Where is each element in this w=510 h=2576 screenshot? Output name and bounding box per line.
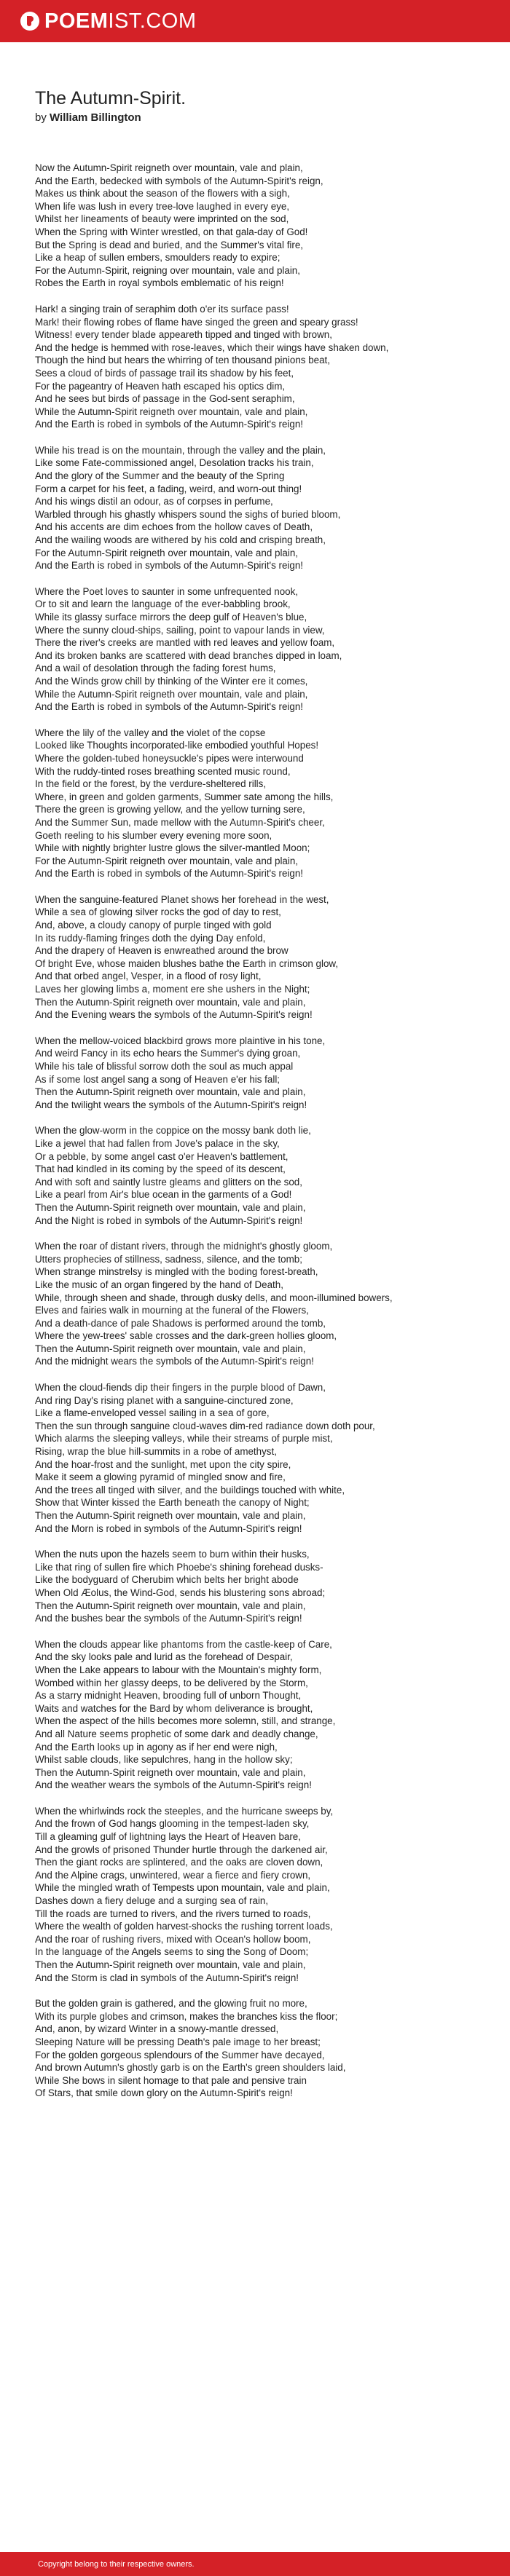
byline-prefix: by: [35, 111, 47, 124]
poem-line: Then the Autumn-Spirit reigneth over mountain, vale and plain,: [35, 1343, 306, 1354]
poem-line: Waits and watches for the Bard by whom deliverance is brought,: [35, 1702, 313, 1714]
poem-line: Then the Autumn-Spirit reigneth over mountain, vale and plain,: [35, 1510, 306, 1521]
poem-line: Or a pebble, by some angel cast o'er Heaven's battlement,: [35, 1150, 289, 1162]
poem-line: And the frown of God hangs glooming in the tempest-laden sky,: [35, 1818, 310, 1830]
poem-line: As a starry midnight Heaven, brooding full of unborn Thought,: [35, 1690, 302, 1702]
poem-line: In the field or the forest, by the verdure-sheltered rills,: [35, 778, 267, 790]
poem-line: And the hedge is hemmed with rose-leaves, which their wings have shaken down,: [35, 341, 389, 353]
poem-line: Where the sunny cloud-ships, sailing, point to vapour lands in view,: [35, 624, 325, 636]
poem-line: And the hoar-frost and the sunlight, met upon the city spire,: [35, 1458, 291, 1470]
poem-line: And the trees all tinged with silver, and the buildings touched with white,: [35, 1484, 345, 1496]
poem-line: Looked like Thoughts incorporated-like embodied youthful Hopes!: [35, 740, 319, 751]
poem-title: The Autumn-Spirit.: [35, 88, 187, 108]
poem-line: While with nightly brighter lustre glows the silver-mantled Moon;: [35, 842, 310, 854]
site-footer: [0, 2552, 510, 2576]
poem-line: While his tale of blissful sorrow doth the soul as much appal: [35, 1061, 294, 1072]
poem-line: And the midnight wears the symbols of the Autumn-Spirit's reign!: [35, 1356, 314, 1367]
poem-body: [35, 162, 475, 2100]
poem-line: Utters prophecies of stillness, sadness, silence, and the tomb;: [35, 1253, 302, 1265]
poem-line: Then the Autumn-Spirit reigneth over mountain, vale and plain,: [35, 1086, 306, 1098]
poem-line: When the nuts upon the hazels seem to burn within their husks,: [35, 1549, 310, 1560]
stanza: [35, 444, 475, 572]
poem-line: Then the Autumn-Spirit reigneth over mountain, vale and plain,: [35, 1766, 306, 1778]
stanza: [35, 1381, 475, 1535]
poem-line: And he sees but birds of passage in the God-sent seraphim,: [35, 393, 295, 405]
poem-line: When the sanguine-featured Planet shows her forehead in the west,: [35, 893, 329, 905]
poem-line: And the Alpine crags, unwintered, wear a fierce and fiery crown,: [35, 1869, 311, 1881]
poem-content: [0, 42, 510, 2100]
stanza: [35, 893, 475, 1022]
logo-text-bold: POEM: [44, 9, 109, 33]
poem-line: For the pageantry of Heaven hath escaped his optics dim,: [35, 380, 286, 392]
site-header: [0, 0, 510, 42]
poem-line: Form a carpet for his feet, a fading, weird, and worn-out thing!: [35, 483, 302, 494]
poem-line: For the Autumn-Spirit reigneth over mountain, vale and plain,: [35, 547, 299, 558]
poem-byline: [35, 111, 475, 125]
stanza: [35, 1548, 475, 1625]
poem-line: That had kindled in its coming by the speed of its descent,: [35, 1163, 286, 1175]
poem-line: With its purple globes and crimson, makes the branches kiss the floor;: [35, 2010, 338, 2022]
stanza: [35, 585, 475, 714]
poem-line: And, anon, by wizard Winter in a snowy-mantle dressed,: [35, 2023, 279, 2035]
poem-line: Where the wealth of golden harvest-shocks the rushing torrent loads,: [35, 1921, 333, 1932]
poem-line: When the glow-worm in the coppice on the mossy bank doth lie,: [35, 1125, 311, 1137]
poem-line: When the aspect of the hills becomes more solemn, still, and strange,: [35, 1715, 336, 1727]
poem-line: Which alarms the sleeping valleys, while their streams of purple mist,: [35, 1433, 333, 1445]
poem-line: Though the hind but hears the whirring of ten thousand pinions beat,: [35, 355, 330, 366]
poem-line: And brown Autumn's ghostly garb is on the Earth's green shoulders laid,: [35, 2062, 346, 2074]
poem-line: Witness! every tender blade appeareth tipped and tinged with brown,: [35, 329, 332, 341]
poem-line: There the river's creeks are mantled with red leaves and yellow foam,: [35, 637, 335, 649]
poem-line: Now the Autumn-Spirit reigneth over mountain, vale and plain,: [35, 162, 303, 173]
poem-line: And the Winds grow chill by thinking of the Winter ere it comes,: [35, 675, 308, 687]
poem-line: When the clouds appear like phantoms from the castle-keep of Care,: [35, 1638, 332, 1650]
poem-line: And the Morn is robed in symbols of the Autumn-Spirit's reign!: [35, 1522, 302, 1534]
poem-line: Then the Autumn-Spirit reigneth over mountain, vale and plain,: [35, 996, 306, 1008]
poem-line: Elves and fairies walk in mourning at the funeral of the Flowers,: [35, 1305, 309, 1316]
poem-line: In its ruddy-flaming fringes doth the dying Day enfold,: [35, 932, 266, 944]
poem-line: Of Stars, that smile down glory on the Autumn-Spirit's reign!: [35, 2087, 293, 2099]
poem-line: And the Earth is robed in symbols of the Autumn-Spirit's reign!: [35, 701, 304, 713]
poem-line: When the mellow-voiced blackbird grows more plaintive in his tone,: [35, 1035, 326, 1046]
poem-line: And all Nature seems prophetic of some dark and deadly change,: [35, 1728, 318, 1739]
poem-line: Then the giant rocks are splintered, and the oaks are cloven down,: [35, 1857, 323, 1868]
poem-line: While, through sheen and shade, through dusky dells, and moon-illumined bowers,: [35, 1292, 393, 1303]
poem-line: While the Autumn-Spirit reigneth over mountain, vale and plain,: [35, 688, 308, 700]
poem-line: Dashes down a fiery deluge and a surging sea of rain,: [35, 1895, 269, 1907]
poem-line: Hark! a singing train of seraphim doth o'er its surface pass!: [35, 303, 289, 315]
poem-line: And the wailing woods are withered by his cold and crisping breath,: [35, 534, 326, 546]
stanza: [35, 1805, 475, 1984]
poem-line: Then the Autumn-Spirit reigneth over mountain, vale and plain,: [35, 1959, 306, 1970]
poem-line: Like a flame-enveloped vessel sailing in a sea of gore,: [35, 1407, 270, 1419]
poem-line: Mark! their flowing robes of flame have singed the green and speary grass!: [35, 316, 358, 328]
poem-line: And ring Day's rising planet with a sanguine-cinctured zone,: [35, 1394, 294, 1406]
author-link[interactable]: William Billington: [50, 111, 141, 124]
poem-line: And its broken banks are scattered with dead branches dipped in loam,: [35, 649, 342, 661]
poem-line: Goeth reeling to his slumber every evening more soon,: [35, 829, 272, 841]
poem-line: And his accents are dim echoes from the hollow caves of Death,: [35, 521, 313, 533]
poem-line: And the weather wears the symbols of the Autumn-Spirit's reign!: [35, 1779, 312, 1791]
poem-line: Like that ring of sullen fire which Phoebe's shining forehead dusks-: [35, 1561, 323, 1573]
stanza: [35, 162, 475, 290]
poem-line: When the cloud-fiends dip their fingers in the purple blood of Dawn,: [35, 1382, 326, 1394]
poem-line: Make it seem a glowing pyramid of mingled snow and fire,: [35, 1471, 286, 1483]
poem-line: While the Autumn-Spirit reigneth over mountain, vale and plain,: [35, 406, 308, 417]
poem-line: And that orbed angel, Vesper, in a flood of rosy light,: [35, 971, 262, 982]
poem-line: Till a gleaming gulf of lightning lays the Heart of Heaven bare,: [35, 1831, 301, 1843]
poem-line: And the Earth is robed in symbols of the Autumn-Spirit's reign!: [35, 560, 304, 572]
stanza: [35, 1240, 475, 1368]
poem-line: And the Night is robed in symbols of the Autumn-Spirit's reign!: [35, 1214, 303, 1226]
poemist-logo-icon: [20, 12, 39, 31]
poem-line: Like a heap of sullen embers, smoulders ready to expire;: [35, 252, 280, 264]
poem-line: There the green is growing yellow, and the yellow turning sere,: [35, 804, 305, 815]
poem-line: Till the roads are turned to rivers, and the rivers turned to roads,: [35, 1908, 311, 1919]
poem-line: Laves her glowing limbs a, moment ere she ushers in the Night;: [35, 984, 310, 995]
poem-line: And the sky looks pale and lurid as the forehead of Despair,: [35, 1651, 293, 1663]
poem-line: While his tread is on the mountain, through the valley and the plain,: [35, 444, 326, 456]
poem-line: Makes us think about the season of the flowers with a sigh,: [35, 188, 290, 199]
poem-line: Then the Autumn-Spirit reigneth over mountain, vale and plain,: [35, 1201, 306, 1213]
poem-line: Then the Autumn-Spirit reigneth over mountain, vale and plain,: [35, 1600, 306, 1611]
poem-line: And the roar of rushing rivers, mixed with Ocean's hollow boom,: [35, 1933, 311, 1945]
stanza: [35, 727, 475, 880]
poem-line: While a sea of glowing silver rocks the god of day to rest,: [35, 906, 281, 918]
poem-line: Or to sit and learn the language of the ever-babbling brook,: [35, 598, 291, 610]
poem-line: Where the lily of the valley and the violet of the copse: [35, 727, 266, 738]
poem-line: And the growls of prisoned Thunder hurtle through the darkened air,: [35, 1844, 328, 1855]
poem-line: Where the golden-tubed honeysuckle's pipes were interwound: [35, 752, 304, 764]
poem-line: Whilst her lineaments of beauty were imprinted on the sod,: [35, 213, 289, 225]
poem-line: Sees a cloud of birds of passage trail its shadow by his feet,: [35, 367, 294, 379]
poem-line: When life was lush in every tree-love laughed in every eye,: [35, 200, 290, 212]
poem-line: Like the bodyguard of Cherubim which belts her bright abode: [35, 1574, 299, 1586]
poem-line: Rising, wrap the blue hill-summits in a robe of amethyst,: [35, 1446, 277, 1458]
poem-line: Like some Fate-commissioned angel, Desolation tracks his train,: [35, 457, 314, 469]
poem-line: And with soft and saintly lustre gleams and glitters on the sod,: [35, 1176, 302, 1188]
poem-line: While She bows in silent homage to that pale and pensive train: [35, 2074, 307, 2086]
poem-line: While the mingled wrath of Tempests upon mountain, vale and plain,: [35, 1882, 330, 1894]
poem-line: And the Evening wears the symbols of the Autumn-Spirit's reign!: [35, 1009, 313, 1021]
poem-line: But the Spring is dead and buried, and the Summer's vital fire,: [35, 239, 304, 250]
stanza: [35, 1124, 475, 1227]
poem-line: Like the music of an organ fingered by the hand of Death,: [35, 1279, 283, 1290]
poem-line: And the Storm is clad in symbols of the Autumn-Spirit's reign!: [35, 1972, 299, 1983]
poem-line: When the Lake appears to labour with the Mountain's mighty form,: [35, 1664, 322, 1675]
site-logo[interactable]: [20, 9, 197, 33]
stanza: [35, 1035, 475, 1112]
poem-line: As if some lost angel sang a song of Heaven e'er his fall;: [35, 1073, 280, 1085]
poem-line: And the Earth is robed in symbols of the Autumn-Spirit's reign!: [35, 868, 304, 880]
poem-line: And a death-dance of pale Shadows is performed around the tomb,: [35, 1317, 326, 1329]
poem-line: Where, in green and golden garments, Summer sate among the hills,: [35, 791, 334, 802]
poem-line: Whilst sable clouds, like sepulchres, hang in the hollow sky;: [35, 1754, 293, 1766]
stanza: [35, 303, 475, 431]
poem-line: When the Spring with Winter wrestled, on that gala-day of God!: [35, 226, 308, 237]
stanza: [35, 1997, 475, 2100]
poem-line: But the golden grain is gathered, and the glowing fruit no more,: [35, 1998, 307, 2010]
poem-line: Warbled through his ghastly whispers sound the sighs of buried bloom,: [35, 508, 341, 520]
poem-line: Like a pearl from Air's blue ocean in the garments of a God!: [35, 1189, 292, 1201]
poem-line: Sleeping Nature will be pressing Death's pale image to her breast;: [35, 2036, 321, 2047]
poem-line: And the twilight wears the symbols of the Autumn-Spirit's reign!: [35, 1099, 307, 1110]
poem-line: For the Autumn-Spirit, reigning over mountain, vale and plain,: [35, 264, 300, 276]
poem-line: And the Earth, bedecked with symbols of the Autumn-Spirit's reign,: [35, 175, 323, 186]
poem-line: And the Earth is robed in symbols of the Autumn-Spirit's reign!: [35, 419, 304, 430]
poem-line: And the bushes bear the symbols of the Autumn-Spirit's reign!: [35, 1613, 302, 1624]
poem-line: With the ruddy-tinted roses breathing scented music round,: [35, 765, 291, 777]
poem-line: Like a jewel that had fallen from Jove's palace in the sky,: [35, 1137, 280, 1149]
poem-line: Where the Poet loves to saunter in some unfrequented nook,: [35, 585, 299, 597]
poem-line: Wombed within her glassy deeps, to be delivered by the Storm,: [35, 1677, 308, 1688]
poem-line: When the roar of distant rivers, through the midnight's ghostly gloom,: [35, 1241, 333, 1252]
poem-line: And a wail of desolation through the fading forest hums,: [35, 663, 276, 674]
poem-line: And his wings distil an odour, as of corpses in perfume,: [35, 496, 273, 507]
poem-line: For the Autumn-Spirit reigneth over mountain, vale and plain,: [35, 855, 299, 866]
poem-line: While its glassy surface mirrors the deep gulf of Heaven's blue,: [35, 612, 307, 623]
poem-line: When the whirlwinds rock the steeples, and the hurricane sweeps by,: [35, 1805, 334, 1817]
poem-line: Robes the Earth in royal symbols emblematic of his reign!: [35, 277, 284, 289]
poem-line: And the Summer Sun, made mellow with the Autumn-Spirit's cheer,: [35, 816, 325, 828]
poem-line: Where the yew-trees' sable crosses and the dark-green hollies gloom,: [35, 1330, 337, 1342]
poem-line: When strange minstrelsy is mingled with the boding forest-breath,: [35, 1266, 318, 1278]
poem-line: And weird Fancy in its echo hears the Summer's dying groan,: [35, 1048, 301, 1059]
logo-text-thin: IST.COM: [108, 9, 197, 33]
stanza: [35, 1638, 475, 1792]
poem-line: Of bright Eve, whose maiden blushes bathe the Earth in crimson glow,: [35, 957, 339, 969]
copyright-text: Copyright belong to their respective owners.: [38, 2559, 195, 2569]
poem-line: Show that Winter kissed the Earth beneath the canopy of Night;: [35, 1497, 310, 1509]
poem-line: And the drapery of Heaven is enwreathed around the brow: [35, 945, 289, 957]
poem-line: Then the sun through sanguine cloud-waves dim-red radiance down doth pour,: [35, 1420, 375, 1431]
poem-line: In the language of the Angels seems to sing the Song of Doom;: [35, 1946, 309, 1958]
poem-line: For the golden gorgeous splendours of the Summer have decayed,: [35, 2049, 325, 2061]
poem-line: And the Earth looks up in agony as if her end were nigh,: [35, 1741, 278, 1753]
poem-line: And, above, a cloudy canopy of purple tinged with gold: [35, 920, 272, 931]
poem-line: When Old Æolus, the Wind-God, sends his blustering sons abroad;: [35, 1587, 326, 1598]
poem-line: And the glory of the Summer and the beauty of the Spring: [35, 470, 285, 482]
